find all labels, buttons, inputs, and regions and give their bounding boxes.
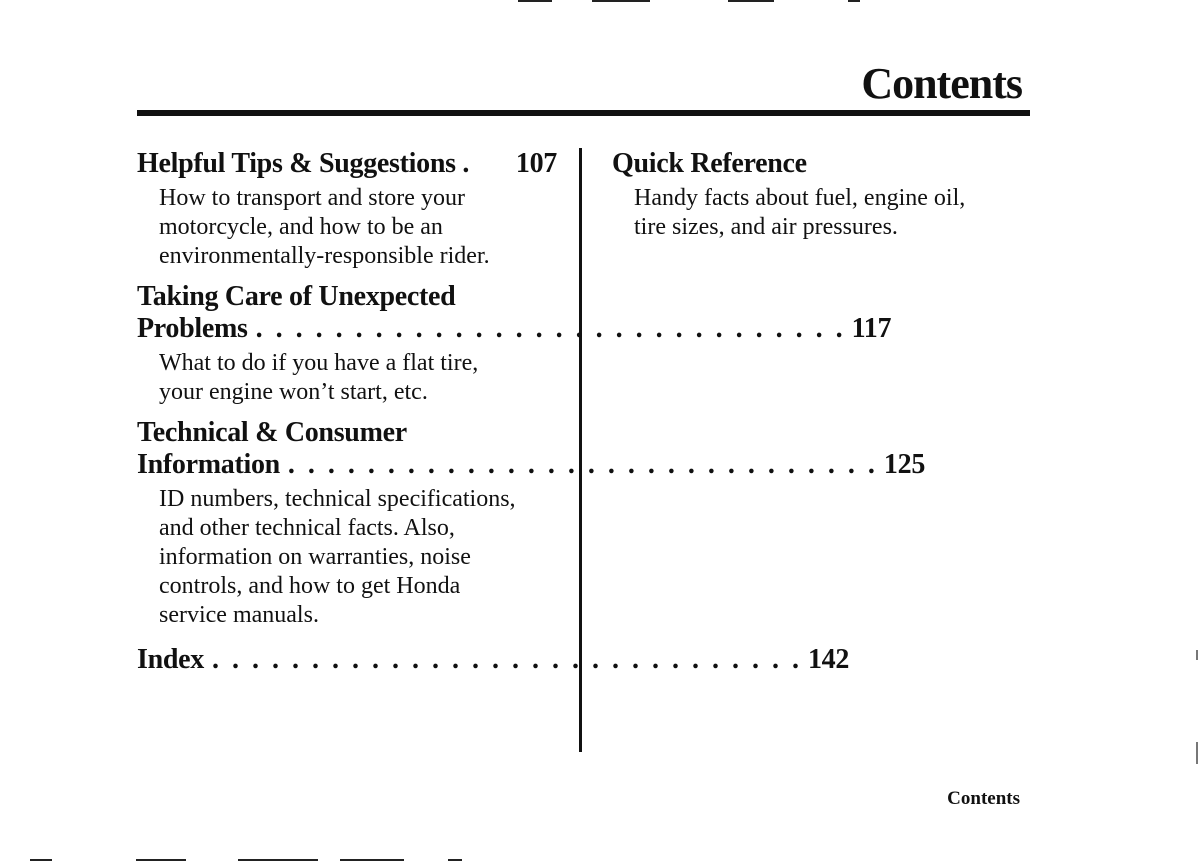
right-column	[612, 148, 1032, 252]
description-line: and other technical facts. Also,	[159, 515, 455, 541]
toc-entry[interactable]	[612, 148, 1032, 242]
description-line: tire sizes, and air pressures.	[634, 214, 898, 240]
toc-entry-title-line-with-page[interactable]	[137, 644, 850, 676]
toc-entry[interactable]	[137, 281, 892, 407]
scan-mark	[136, 859, 186, 861]
toc-entry[interactable]	[137, 148, 557, 271]
toc-entry[interactable]	[137, 417, 926, 630]
toc-entry-title[interactable]	[137, 148, 557, 180]
toc-entry-title[interactable]	[137, 644, 850, 676]
description-line: information on warranties, noise	[159, 544, 471, 570]
description-line: service manuals.	[159, 602, 319, 628]
toc-entry-title-line-with-page[interactable]	[137, 148, 557, 180]
scan-mark	[518, 0, 552, 2]
dot-leader: . . . . . . . . . . . . . . . . . . . . . . . . . . . . . .	[255, 313, 846, 344]
title-rule	[137, 110, 1030, 116]
description-line: controls, and how to get Honda	[159, 573, 461, 599]
toc-entry-description	[634, 184, 1032, 242]
footer-label: Contents	[947, 788, 1020, 809]
scan-mark	[1196, 742, 1198, 764]
toc-page-number[interactable]: 142	[807, 644, 850, 675]
scan-mark	[448, 859, 462, 861]
description-line: your engine won’t start, etc.	[159, 379, 428, 405]
scan-mark	[340, 859, 404, 861]
scan-mark	[1196, 650, 1198, 660]
toc-entry-title[interactable]: Quick Reference	[612, 148, 807, 179]
toc-entry-title-line: Technical & Consumer	[137, 417, 407, 448]
description-line: Handy facts about fuel, engine oil,	[634, 185, 966, 211]
dot-leader: . . . . . . . . . . . . . . . . . . . . . . . . . . . . . .	[287, 449, 878, 480]
description-line: How to transport and store your	[159, 185, 465, 211]
description-line: ID numbers, technical specifications,	[159, 486, 516, 512]
toc-entry-title[interactable]	[137, 417, 926, 481]
toc-entry-title-line: Helpful Tips & Suggestions .	[137, 148, 470, 179]
toc-entry-title[interactable]	[137, 281, 892, 345]
scan-mark	[592, 0, 650, 2]
toc-entry-title-line-with-page[interactable]	[137, 313, 892, 345]
toc-entry-title-line-with-page[interactable]	[137, 449, 926, 481]
toc-entry-title-line: Index	[137, 644, 204, 675]
description-line: environmentally-responsible rider.	[159, 243, 490, 269]
page-title: Contents	[861, 59, 1022, 108]
scan-mark	[728, 0, 774, 2]
toc-entry-title-line: Problems	[137, 313, 248, 344]
description-line: motorcycle, and how to be an	[159, 214, 443, 240]
toc-page-number[interactable]: 107	[515, 148, 557, 179]
toc-page-number[interactable]: 117	[851, 313, 892, 344]
toc-entry-description	[159, 485, 557, 630]
scan-mark	[30, 859, 52, 861]
dot-leader: . . . . . . . . . . . . . . . . . . . . . . . . . . . . . .	[211, 644, 802, 675]
description-line: What to do if you have a flat tire,	[159, 350, 479, 376]
toc-page-number[interactable]: 125	[883, 449, 926, 480]
toc-entry-description	[159, 184, 557, 271]
toc-entry[interactable]	[137, 644, 850, 676]
scan-mark	[238, 859, 318, 861]
toc-entry-title-line: Taking Care of Unexpected	[137, 281, 456, 312]
scan-mark	[848, 0, 860, 2]
toc-entry-description	[159, 349, 557, 407]
toc-entry-title-line: Information	[137, 449, 280, 480]
